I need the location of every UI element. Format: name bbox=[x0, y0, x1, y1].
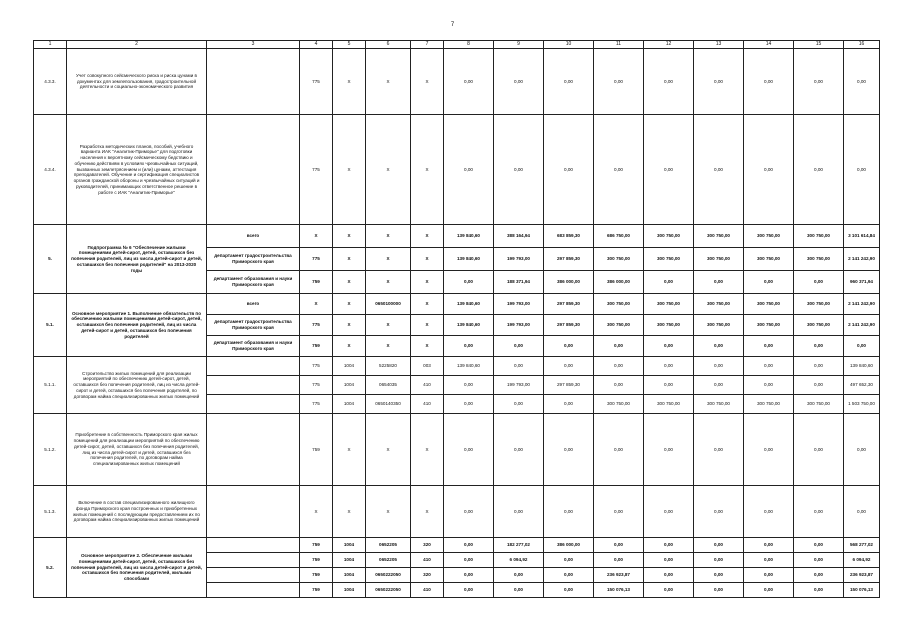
table-row bbox=[34, 357, 880, 376]
value-cell: 0,00 bbox=[494, 115, 544, 225]
value-cell: 0,00 bbox=[744, 414, 794, 486]
value-cell: X bbox=[333, 225, 366, 248]
value-cell: 2 141 242,90 bbox=[844, 315, 880, 336]
value-cell: 0,00 bbox=[444, 583, 494, 598]
organization-cell bbox=[207, 583, 300, 598]
value-cell: 0652205 bbox=[366, 538, 411, 553]
measure-name: Учет совокупного сейсмического риска и риска цунами в документах для землепользования, градостроительной деятельности и социально-экономического развития bbox=[67, 49, 207, 115]
organization-cell bbox=[207, 568, 300, 583]
value-cell: 0,00 bbox=[694, 376, 744, 395]
value-cell: X bbox=[366, 271, 411, 294]
row-number: 5.1.2. bbox=[34, 414, 67, 486]
value-cell: 0,00 bbox=[694, 568, 744, 583]
organization-cell bbox=[207, 486, 300, 538]
value-cell: 300 750,00 bbox=[794, 294, 844, 315]
value-cell: 300 750,00 bbox=[644, 225, 694, 248]
measure-name: Основное мероприятие 1. Выполнение обязательств по обеспечению жилыми помещениями детей-сирот, детей, оставшихся без попечения родителей, лиц из числа детей-сирот и детей, оставшихся без попечения родителей bbox=[67, 294, 207, 357]
value-cell: 6 094,92 bbox=[494, 553, 544, 568]
value-cell: 1 503 750,00 bbox=[844, 395, 880, 414]
organization-cell: департамент образования и науки Приморского края bbox=[207, 336, 300, 357]
value-cell: 1004 bbox=[333, 583, 366, 598]
value-cell: 759 bbox=[300, 271, 333, 294]
value-cell: 497 652,30 bbox=[844, 376, 880, 395]
value-cell: 0,00 bbox=[544, 568, 594, 583]
organization-cell: всего bbox=[207, 294, 300, 315]
value-cell: 0,00 bbox=[594, 376, 644, 395]
value-cell: 0,00 bbox=[694, 583, 744, 598]
value-cell: 0,00 bbox=[494, 568, 544, 583]
value-cell: 0,00 bbox=[444, 568, 494, 583]
value-cell: X bbox=[366, 315, 411, 336]
table-row bbox=[34, 115, 880, 225]
value-cell: 300 750,00 bbox=[744, 225, 794, 248]
value-cell: 0,00 bbox=[744, 553, 794, 568]
value-cell: 775 bbox=[300, 115, 333, 225]
value-cell: 0,00 bbox=[794, 553, 844, 568]
value-cell: 0654035 bbox=[366, 376, 411, 395]
organization-cell: департамент образования и науки Приморского края bbox=[207, 271, 300, 294]
value-cell: 0650140350 bbox=[366, 395, 411, 414]
value-cell: 300 750,00 bbox=[694, 248, 744, 271]
value-cell: 1004 bbox=[333, 376, 366, 395]
value-cell: 410 bbox=[411, 395, 444, 414]
value-cell: 0,00 bbox=[744, 583, 794, 598]
value-cell: 300 750,00 bbox=[644, 248, 694, 271]
value-cell: X bbox=[411, 315, 444, 336]
value-cell: 0,00 bbox=[644, 414, 694, 486]
value-cell: 0,00 bbox=[444, 553, 494, 568]
table-row bbox=[34, 225, 880, 248]
value-cell: 300 750,00 bbox=[744, 395, 794, 414]
value-cell: 236 923,87 bbox=[594, 568, 644, 583]
value-cell: 0,00 bbox=[644, 553, 694, 568]
organization-cell bbox=[207, 357, 300, 376]
measure-name: Включение в состав специализированного жилищного фонда Приморского края построенных и приобретенных жилых помещений с последующим предоставлением их по договорам найма специализированных жилых помещений bbox=[67, 486, 207, 538]
value-cell: 300 750,00 bbox=[744, 248, 794, 271]
value-cell: 0,00 bbox=[594, 49, 644, 115]
value-cell: 0,00 bbox=[694, 49, 744, 115]
value-cell: 5225820 bbox=[366, 357, 411, 376]
value-cell: 300 750,00 bbox=[694, 315, 744, 336]
organization-cell: департамент градостроительства Приморского края bbox=[207, 315, 300, 336]
value-cell: X bbox=[333, 49, 366, 115]
value-cell: 410 bbox=[411, 583, 444, 598]
value-cell: 320 bbox=[411, 538, 444, 553]
value-cell: X bbox=[333, 336, 366, 357]
value-cell: 0,00 bbox=[844, 115, 880, 225]
value-cell: 0,00 bbox=[794, 583, 844, 598]
value-cell: 0650222050 bbox=[366, 568, 411, 583]
value-cell: 0,00 bbox=[494, 49, 544, 115]
table-row bbox=[34, 414, 880, 486]
header-cell: 4 bbox=[300, 41, 333, 49]
value-cell: 759 bbox=[300, 568, 333, 583]
value-cell: 300 750,00 bbox=[694, 294, 744, 315]
value-cell: 0,00 bbox=[644, 271, 694, 294]
value-cell: 0,00 bbox=[644, 49, 694, 115]
value-cell: 300 750,00 bbox=[594, 294, 644, 315]
organization-cell bbox=[207, 414, 300, 486]
value-cell: 0,00 bbox=[644, 538, 694, 553]
value-cell: X bbox=[411, 414, 444, 486]
measure-name: Основное мероприятие 2. Обеспечение жилыми помещениями детей-сирот, детей, оставшихся без попечения родителей, лиц из числа детей-сирот и детей, оставшихся без попечения родителей, жилыми способами bbox=[67, 538, 207, 598]
value-cell: 0,00 bbox=[444, 414, 494, 486]
value-cell: 300 750,00 bbox=[794, 315, 844, 336]
value-cell: X bbox=[333, 414, 366, 486]
value-cell: X bbox=[411, 248, 444, 271]
value-cell: 960 371,94 bbox=[844, 271, 880, 294]
header-cell: 11 bbox=[594, 41, 644, 49]
table-row bbox=[34, 538, 880, 553]
value-cell: X bbox=[333, 271, 366, 294]
value-cell: 759 bbox=[300, 583, 333, 598]
value-cell: 300 750,00 bbox=[794, 225, 844, 248]
value-cell: 0,00 bbox=[544, 357, 594, 376]
table-row bbox=[34, 486, 880, 538]
header-cell: 15 bbox=[794, 41, 844, 49]
value-cell: 0,00 bbox=[744, 336, 794, 357]
value-cell: 0,00 bbox=[494, 414, 544, 486]
value-cell: 003 bbox=[411, 357, 444, 376]
value-cell: 0,00 bbox=[644, 336, 694, 357]
value-cell: 0,00 bbox=[744, 486, 794, 538]
value-cell: 0,00 bbox=[444, 336, 494, 357]
value-cell: 0,00 bbox=[794, 568, 844, 583]
value-cell: 0,00 bbox=[694, 336, 744, 357]
row-number: 4.3.3. bbox=[34, 49, 67, 115]
value-cell: 0,00 bbox=[594, 414, 644, 486]
value-cell: 0,00 bbox=[744, 271, 794, 294]
header-cell: 14 bbox=[744, 41, 794, 49]
value-cell: 775 bbox=[300, 376, 333, 395]
value-cell: X bbox=[411, 271, 444, 294]
value-cell: X bbox=[366, 336, 411, 357]
table-row bbox=[34, 49, 880, 115]
value-cell: 0,00 bbox=[594, 357, 644, 376]
value-cell: 297 859,30 bbox=[544, 294, 594, 315]
value-cell: 0,00 bbox=[494, 336, 544, 357]
value-cell: 300 750,00 bbox=[594, 315, 644, 336]
organization-cell bbox=[207, 395, 300, 414]
value-cell: X bbox=[366, 115, 411, 225]
value-cell: 775 bbox=[300, 395, 333, 414]
value-cell: 300 750,00 bbox=[594, 395, 644, 414]
value-cell: 199 793,00 bbox=[494, 294, 544, 315]
value-cell: 0,00 bbox=[644, 376, 694, 395]
value-cell: 182 277,02 bbox=[494, 538, 544, 553]
value-cell: 199 793,00 bbox=[494, 376, 544, 395]
value-cell: 0,00 bbox=[744, 357, 794, 376]
value-cell: X bbox=[366, 486, 411, 538]
value-cell: 775 bbox=[300, 357, 333, 376]
value-cell: 6 094,92 bbox=[844, 553, 880, 568]
value-cell: 0,00 bbox=[444, 49, 494, 115]
value-cell: 300 750,00 bbox=[694, 225, 744, 248]
page-number: 7 bbox=[450, 22, 455, 28]
value-cell: 0,00 bbox=[794, 414, 844, 486]
header-cell: 10 bbox=[544, 41, 594, 49]
value-cell: 388 164,94 bbox=[494, 225, 544, 248]
value-cell: 386 000,00 bbox=[594, 271, 644, 294]
value-cell: 139 840,60 bbox=[444, 315, 494, 336]
value-cell: 759 bbox=[300, 336, 333, 357]
row-number: 5.1.1. bbox=[34, 357, 67, 414]
header-cell: 9 bbox=[494, 41, 544, 49]
value-cell: 0,00 bbox=[844, 414, 880, 486]
value-cell: 0,00 bbox=[794, 486, 844, 538]
value-cell: 759 bbox=[300, 538, 333, 553]
value-cell: X bbox=[411, 486, 444, 538]
value-cell: X bbox=[300, 294, 333, 315]
value-cell: 0,00 bbox=[794, 538, 844, 553]
value-cell: 139 840,60 bbox=[444, 294, 494, 315]
budget-table bbox=[33, 40, 880, 598]
value-cell: 300 750,00 bbox=[644, 315, 694, 336]
value-cell: X bbox=[333, 486, 366, 538]
value-cell: 0,00 bbox=[444, 395, 494, 414]
header-cell: 2 bbox=[67, 41, 207, 49]
value-cell: 0,00 bbox=[594, 115, 644, 225]
value-cell: X bbox=[366, 248, 411, 271]
value-cell: 0,00 bbox=[794, 336, 844, 357]
value-cell: 0,00 bbox=[644, 568, 694, 583]
value-cell: 0,00 bbox=[544, 553, 594, 568]
value-cell: 686 750,00 bbox=[594, 225, 644, 248]
value-cell: 0652205 bbox=[366, 553, 411, 568]
value-cell: 0,00 bbox=[594, 553, 644, 568]
header-cell: 5 bbox=[333, 41, 366, 49]
value-cell: 1004 bbox=[333, 553, 366, 568]
measure-name: Разработка методических планов, пособий, учебного варианта ИАК "Аналитик-Приморье" для подготовки населения к вероятному сейсмическому бедствию и обучению действиям в условиях чрезвычайных ситуаций, вызванных землетрясением и (или) цунами, аттестация преподавателей. Обучение и сертификация специалистов органов гражданской обороны и чрезвычайных ситуаций и руководителей, принимающих ответственное решение в работе с ИАК "Аналитик-Приморье" bbox=[67, 115, 207, 225]
value-cell: 0,00 bbox=[744, 115, 794, 225]
value-cell: 300 750,00 bbox=[694, 395, 744, 414]
value-cell: 139 840,60 bbox=[444, 248, 494, 271]
value-cell: 300 750,00 bbox=[744, 315, 794, 336]
value-cell: 775 bbox=[300, 248, 333, 271]
value-cell: 199 793,00 bbox=[494, 315, 544, 336]
value-cell: 0,00 bbox=[494, 583, 544, 598]
row-number: 5.1.3. bbox=[34, 486, 67, 538]
value-cell: 0,00 bbox=[544, 414, 594, 486]
table-row bbox=[34, 294, 880, 315]
value-cell: 0,00 bbox=[444, 376, 494, 395]
value-cell: 0,00 bbox=[644, 486, 694, 538]
measure-name: Подпрограмма № 6 "Обеспечение жилыми помещениями детей-сирот, детей, оставшихся без попечения родителей, лиц из числа детей-сирот и детей, оставшихся без попечения родителей" на 2013-2020 годы bbox=[67, 225, 207, 294]
value-cell: 297 859,30 bbox=[544, 248, 594, 271]
value-cell: 139 840,60 bbox=[444, 225, 494, 248]
value-cell: X bbox=[366, 225, 411, 248]
value-cell: 0,00 bbox=[744, 568, 794, 583]
value-cell: 386 000,00 bbox=[544, 271, 594, 294]
value-cell: X bbox=[300, 225, 333, 248]
value-cell: 199 793,00 bbox=[494, 248, 544, 271]
value-cell: 0,00 bbox=[794, 357, 844, 376]
value-cell: 139 840,60 bbox=[444, 357, 494, 376]
value-cell: X bbox=[411, 115, 444, 225]
organization-cell: департамент градостроительства Приморского края bbox=[207, 248, 300, 271]
value-cell: 188 371,94 bbox=[494, 271, 544, 294]
value-cell: 1004 bbox=[333, 538, 366, 553]
value-cell: 0,00 bbox=[544, 583, 594, 598]
value-cell: 150 076,13 bbox=[844, 583, 880, 598]
header-row bbox=[34, 41, 880, 49]
value-cell: 300 750,00 bbox=[644, 294, 694, 315]
value-cell: 0,00 bbox=[844, 486, 880, 538]
value-cell: 0,00 bbox=[644, 583, 694, 598]
value-cell: 0,00 bbox=[694, 115, 744, 225]
row-number: 5.2. bbox=[34, 538, 67, 598]
value-cell: X bbox=[411, 49, 444, 115]
value-cell: 297 859,30 bbox=[544, 376, 594, 395]
value-cell: 1004 bbox=[333, 568, 366, 583]
value-cell: 2 141 242,90 bbox=[844, 248, 880, 271]
value-cell: 0,00 bbox=[544, 336, 594, 357]
value-cell: 0,00 bbox=[794, 271, 844, 294]
value-cell: 297 859,30 bbox=[544, 315, 594, 336]
value-cell: 410 bbox=[411, 553, 444, 568]
value-cell: 568 277,02 bbox=[844, 538, 880, 553]
table-body bbox=[34, 41, 880, 598]
value-cell: 683 859,30 bbox=[544, 225, 594, 248]
value-cell: 300 750,00 bbox=[744, 294, 794, 315]
header-cell: 3 bbox=[207, 41, 300, 49]
value-cell: X bbox=[333, 115, 366, 225]
value-cell: 0,00 bbox=[444, 538, 494, 553]
value-cell: 386 000,00 bbox=[544, 538, 594, 553]
value-cell: 0650100000 bbox=[366, 294, 411, 315]
value-cell: X bbox=[333, 294, 366, 315]
value-cell: 759 bbox=[300, 553, 333, 568]
value-cell: 300 750,00 bbox=[794, 248, 844, 271]
value-cell: 2 141 242,90 bbox=[844, 294, 880, 315]
value-cell: 0,00 bbox=[594, 336, 644, 357]
value-cell: 0,00 bbox=[844, 49, 880, 115]
organization-cell bbox=[207, 538, 300, 553]
value-cell: 0,00 bbox=[544, 395, 594, 414]
value-cell: 775 bbox=[300, 49, 333, 115]
value-cell: X bbox=[411, 294, 444, 315]
organization-cell bbox=[207, 115, 300, 225]
value-cell: 0,00 bbox=[694, 553, 744, 568]
value-cell: 0,00 bbox=[694, 357, 744, 376]
value-cell: 300 750,00 bbox=[594, 248, 644, 271]
value-cell: X bbox=[300, 486, 333, 538]
organization-cell bbox=[207, 49, 300, 115]
value-cell: 1004 bbox=[333, 395, 366, 414]
value-cell: 150 076,13 bbox=[594, 583, 644, 598]
value-cell: 0,00 bbox=[744, 49, 794, 115]
value-cell: 0,00 bbox=[794, 376, 844, 395]
value-cell: 0,00 bbox=[844, 336, 880, 357]
row-number: 5.1. bbox=[34, 294, 67, 357]
row-number: 5. bbox=[34, 225, 67, 294]
value-cell: 0,00 bbox=[794, 49, 844, 115]
value-cell: X bbox=[333, 315, 366, 336]
value-cell: 3 101 614,84 bbox=[844, 225, 880, 248]
organization-cell bbox=[207, 376, 300, 395]
value-cell: 0,00 bbox=[744, 538, 794, 553]
value-cell: 236 923,87 bbox=[844, 568, 880, 583]
row-number: 4.3.4. bbox=[34, 115, 67, 225]
value-cell: 0,00 bbox=[694, 486, 744, 538]
header-cell: 1 bbox=[34, 41, 67, 49]
value-cell: 0,00 bbox=[594, 486, 644, 538]
value-cell: 759 bbox=[300, 414, 333, 486]
header-cell: 8 bbox=[444, 41, 494, 49]
value-cell: X bbox=[366, 414, 411, 486]
value-cell: 0,00 bbox=[744, 376, 794, 395]
value-cell: 0,00 bbox=[544, 486, 594, 538]
value-cell: 0,00 bbox=[444, 115, 494, 225]
value-cell: 0,00 bbox=[594, 538, 644, 553]
value-cell: 0,00 bbox=[644, 115, 694, 225]
value-cell: 410 bbox=[411, 376, 444, 395]
value-cell: X bbox=[366, 49, 411, 115]
header-cell: 7 bbox=[411, 41, 444, 49]
header-cell: 6 bbox=[366, 41, 411, 49]
value-cell: 1004 bbox=[333, 357, 366, 376]
value-cell: 0,00 bbox=[694, 414, 744, 486]
header-cell: 13 bbox=[694, 41, 744, 49]
value-cell: 0650222050 bbox=[366, 583, 411, 598]
value-cell: 0,00 bbox=[444, 271, 494, 294]
value-cell: 0,00 bbox=[494, 486, 544, 538]
header-cell: 12 bbox=[644, 41, 694, 49]
value-cell: 139 840,60 bbox=[844, 357, 880, 376]
value-cell: 0,00 bbox=[544, 115, 594, 225]
value-cell: 0,00 bbox=[544, 49, 594, 115]
value-cell: 0,00 bbox=[444, 486, 494, 538]
organization-cell bbox=[207, 553, 300, 568]
value-cell: 300 750,00 bbox=[644, 395, 694, 414]
value-cell: X bbox=[333, 248, 366, 271]
value-cell: X bbox=[411, 336, 444, 357]
header-cell: 16 bbox=[844, 41, 880, 49]
organization-cell: всего bbox=[207, 225, 300, 248]
value-cell: 320 bbox=[411, 568, 444, 583]
value-cell: 0,00 bbox=[644, 357, 694, 376]
measure-name: Приобретение в собственность Приморского края жилых помещений для реализации мероприятий по обеспечению детей-сирот, детей, оставшихся без попечения родителей, лиц из числа детей-сирот и детей, оставшихся без попечения родителей, по договорам найма специализированных жилых помещений bbox=[67, 414, 207, 486]
measure-name: Строительство жилых помещений для реализации мероприятий по обеспечению детей-сирот, детей, оставшихся без попечения родителей, лиц из числа детей-сирот и детей, оставшихся без попечения родителей, по договорам найма специализированных жилых помещений bbox=[67, 357, 207, 414]
value-cell: 300 750,00 bbox=[794, 395, 844, 414]
value-cell: 0,00 bbox=[494, 395, 544, 414]
value-cell: X bbox=[411, 225, 444, 248]
value-cell: 0,00 bbox=[694, 538, 744, 553]
value-cell: 0,00 bbox=[494, 357, 544, 376]
value-cell: 0,00 bbox=[694, 271, 744, 294]
value-cell: 0,00 bbox=[794, 115, 844, 225]
value-cell: 775 bbox=[300, 315, 333, 336]
